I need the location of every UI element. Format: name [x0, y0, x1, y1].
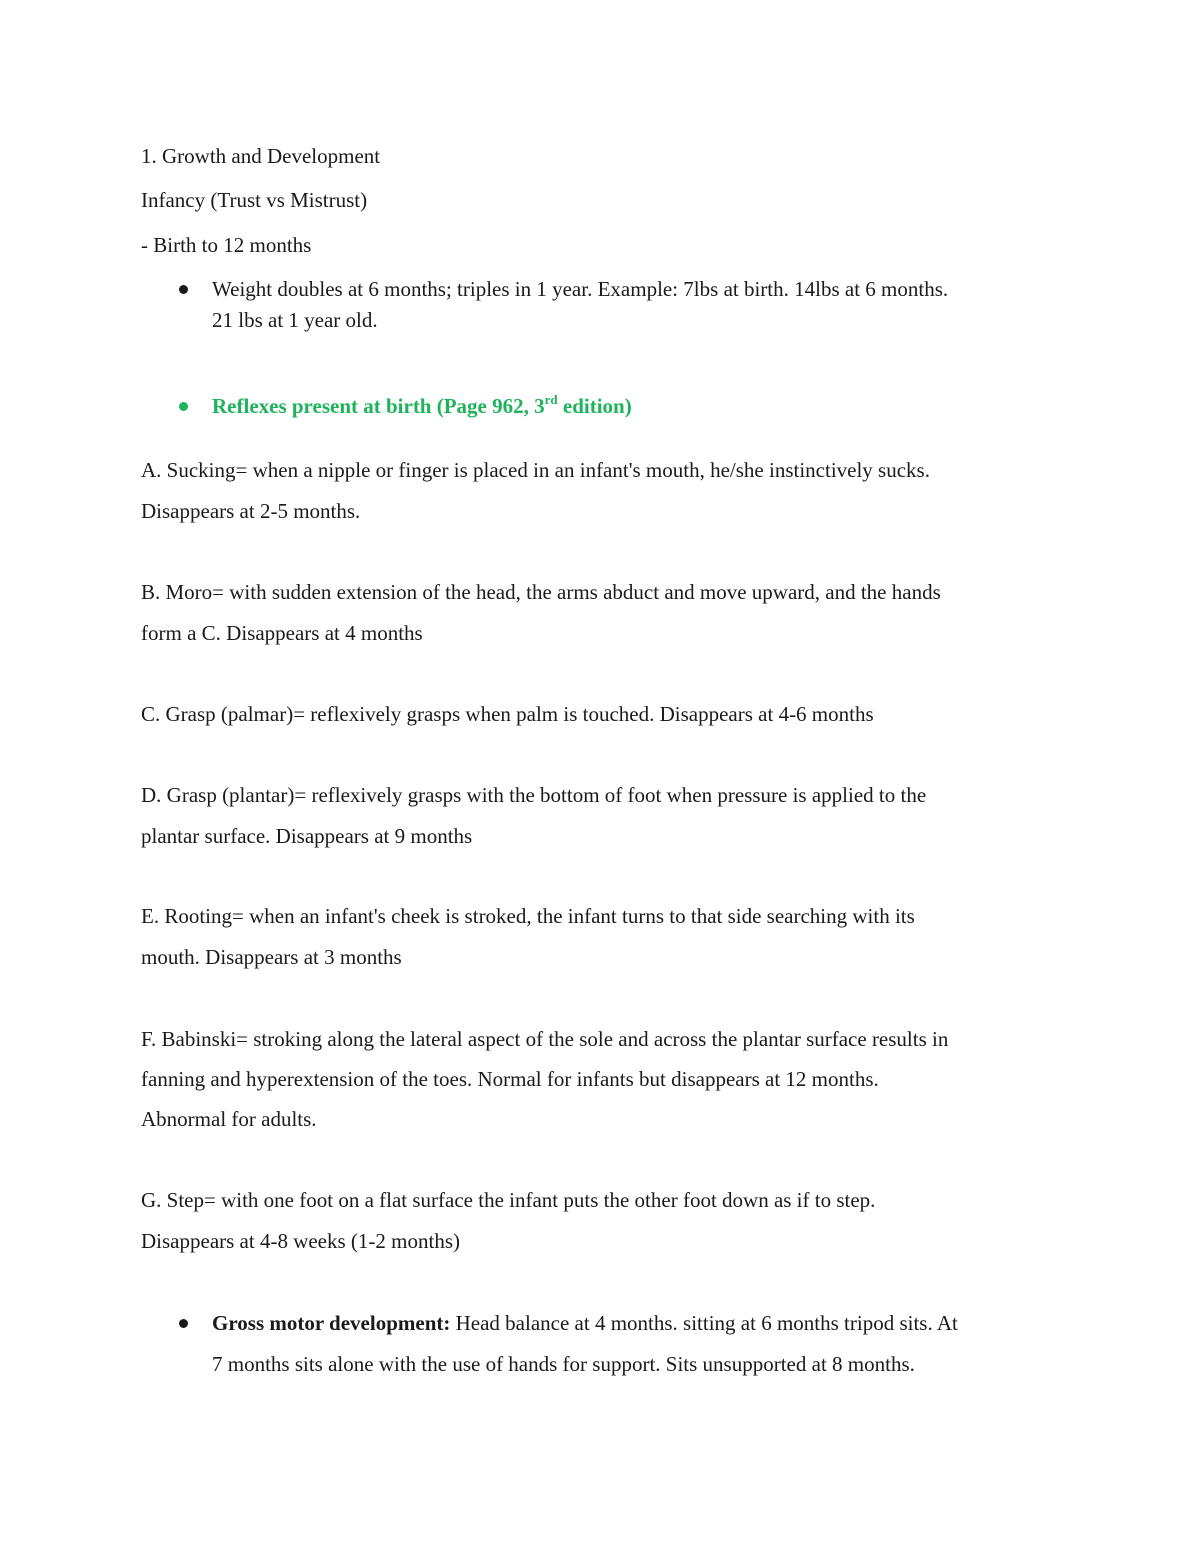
stage-subheading: Infancy (Trust vs Mistrust) — [141, 188, 368, 212]
reflex-d-line2: plantar surface. Disappears at 9 months — [141, 824, 473, 848]
reflexes-heading-sup: rd — [544, 392, 558, 407]
reflex-a-line1: A. Sucking= when a nipple or finger is placed in an infant's mouth, he/she instinctively sucks. — [141, 458, 930, 482]
gross-motor-line1 — [212, 1310, 958, 1336]
reflex-g-line1: G. Step= with one foot on a flat surface the infant puts the other foot down as if to step. — [141, 1188, 876, 1212]
reflex-b-line2: form a C. Disappears at 4 months — [141, 621, 423, 645]
reflex-a-line2: Disappears at 2-5 months. — [141, 499, 361, 523]
bullet-weight-line1: Weight doubles at 6 months; triples in 1 year. Example: 7lbs at birth. 14lbs at 6 months. — [212, 277, 949, 301]
reflex-c-line1: C. Grasp (palmar)= reflexively grasps when palm is touched. Disappears at 4-6 months — [141, 702, 874, 726]
reflex-e-line1: E. Rooting= when an infant's cheek is stroked, the infant turns to that side searching with its — [141, 904, 915, 928]
reflexes-heading-text: Reflexes present at birth (Page 962, 3 — [212, 394, 545, 418]
reflex-f-line3: Abnormal for adults. — [141, 1107, 317, 1131]
reflex-g-line2: Disappears at 4-8 weeks (1-2 months) — [141, 1229, 460, 1253]
bullet-dot-icon — [179, 402, 188, 411]
reflex-b-line1: B. Moro= with sudden extension of the head, the arms abduct and move upward, and the hands — [141, 580, 941, 604]
bullet-weight-line2: 21 lbs at 1 year old. — [212, 308, 378, 332]
age-range: - Birth to 12 months — [141, 233, 312, 257]
bullet-dot-icon — [179, 1319, 188, 1328]
reflex-d-line1: D. Grasp (plantar)= reflexively grasps with the bottom of foot when pressure is applied to the — [141, 783, 927, 807]
reflex-f-line2: fanning and hyperextension of the toes. Normal for infants but disappears at 12 months. — [141, 1067, 879, 1091]
gross-motor-line2: 7 months sits alone with the use of hands for support. Sits unsupported at 8 months. — [212, 1352, 915, 1376]
bullet-dot-icon — [179, 285, 188, 294]
reflex-f-line1: F. Babinski= stroking along the lateral aspect of the sole and across the plantar surface results in — [141, 1027, 949, 1051]
reflexes-heading-after: edition) — [557, 394, 632, 418]
reflex-e-line2: mouth. Disappears at 3 months — [141, 945, 402, 969]
section-heading: 1. Growth and Development — [141, 144, 381, 168]
gross-motor-label: Gross motor development: — [212, 1311, 451, 1335]
reflexes-heading — [212, 393, 632, 419]
gross-motor-line1-text: Head balance at 4 months. sitting at 6 months tripod sits. At — [450, 1311, 958, 1335]
